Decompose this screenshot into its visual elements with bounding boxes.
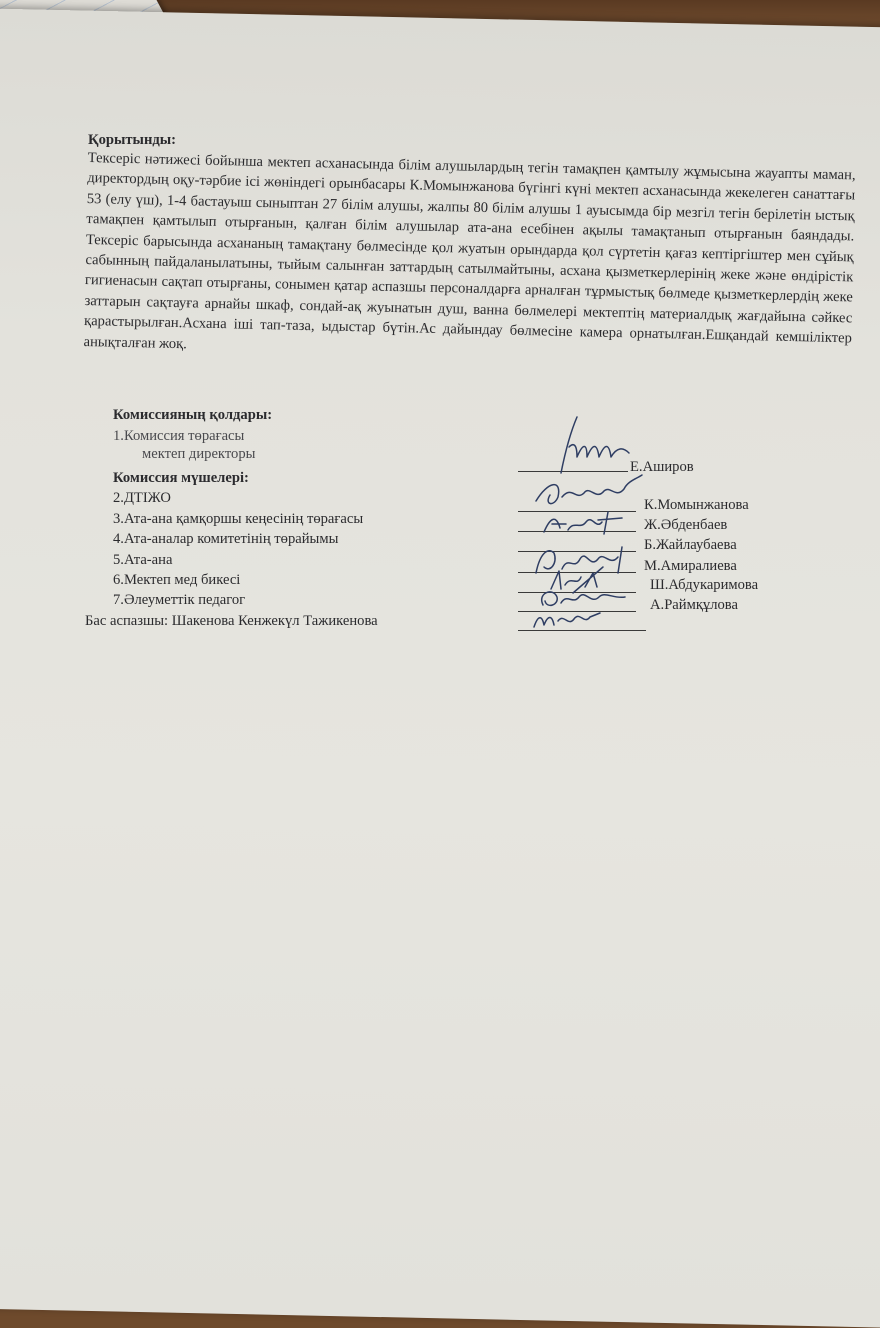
- document-content: [83, 0, 878, 1280]
- member-name-4: М.Амиралиева: [644, 558, 737, 574]
- member-role-3: 4.Ата-аналар комитетінің төрайымы: [113, 531, 339, 547]
- member-role-5: 6.Мектеп мед бикесі: [113, 572, 241, 588]
- member-name-6: А.Раймқұлова: [650, 597, 738, 613]
- signatures-title: Комиссияның қолдары:: [113, 407, 273, 423]
- head-cook: Бас аспазшы: Шакенова Кенжекүл Тажикенова: [85, 613, 378, 629]
- signature-mark: [538, 508, 638, 538]
- member-name-5: Ш.Абдукаримова: [650, 577, 759, 593]
- signature-block: [85, 405, 868, 645]
- signature-mark: [543, 413, 643, 477]
- conclusion-body: [83, 148, 855, 369]
- member-role-6: 7.Әлеуметтік педагог: [113, 592, 246, 608]
- member-name-1: К.Момынжанова: [644, 497, 749, 513]
- chair-role: 1.Комиссия төрағасы: [113, 428, 245, 444]
- member-role-4: 5.Ата-ана: [113, 552, 173, 568]
- member-name-2: Ж.Әбденбаев: [644, 517, 728, 533]
- signature-mark: [528, 471, 648, 513]
- member-role-2: 3.Ата-ана қамқоршы кеңесінің төрағасы: [113, 511, 364, 527]
- chair-name: Е.Аширов: [630, 459, 694, 475]
- conclusion-heading: Қорытынды:: [88, 132, 176, 148]
- members-title: Комиссия мүшелері:: [113, 470, 249, 486]
- conclusion-paragraph: Тексеріс нәтижесі бойынша мектеп асханасында білім алушылардың тегін тамақпен қамтылу жұмысына жауапты маман, директордың оқу-тәрбие ісі жөніндегі орынбасары К.Момынжанова бүгінгі күні мектеп асханасында жекелеген санаттағы 53 (елу үш), 1-4 бастауыш сыныптан 27 білім алушы, жалпы 80 білім алушы 1 ауысымда бір мезгіл тегін берілетін ыстық тамақпен қамтылып отырғанын, қалған білім алушылар ата-ана есебінен ақылы тамақтанып отырғанын баяндады. Тексеріс барысында асхананың тамақтану бөлмесінде қол жуатын орындарда қол сүртетін қағаз кептіргіштер мен сұйық сабынның пайдаланылатыны, тыйым салынған заттардың сатылмайтыны, асхана қызметкерлерінің жеке және өндірістік гигиенасын сақтап отырғаны, сонымен қатар аспазшы персоналдарға арналған тұрмыстық бөлмеде қызметкерлердің жеке заттарын сақтауға арнайы шкаф, сондай-ақ жуынатын душ, ванна бөлмелері мектептің материалдық жағдайына сәйкес қарастырылған.Асхана іші тап-таза, ыдыстар бүтін.Ас дайындау бөлмесіне камера орнатылған.Ешқандай кемшіліктер анықталған жоқ.: [83, 149, 856, 352]
- member-name-3: Б.Жайлаубаева: [644, 537, 737, 553]
- chair-role-director: мектеп директоры: [142, 446, 256, 462]
- member-role-1: 2.ДТІЖО: [113, 490, 171, 506]
- signature-mark: [528, 607, 608, 633]
